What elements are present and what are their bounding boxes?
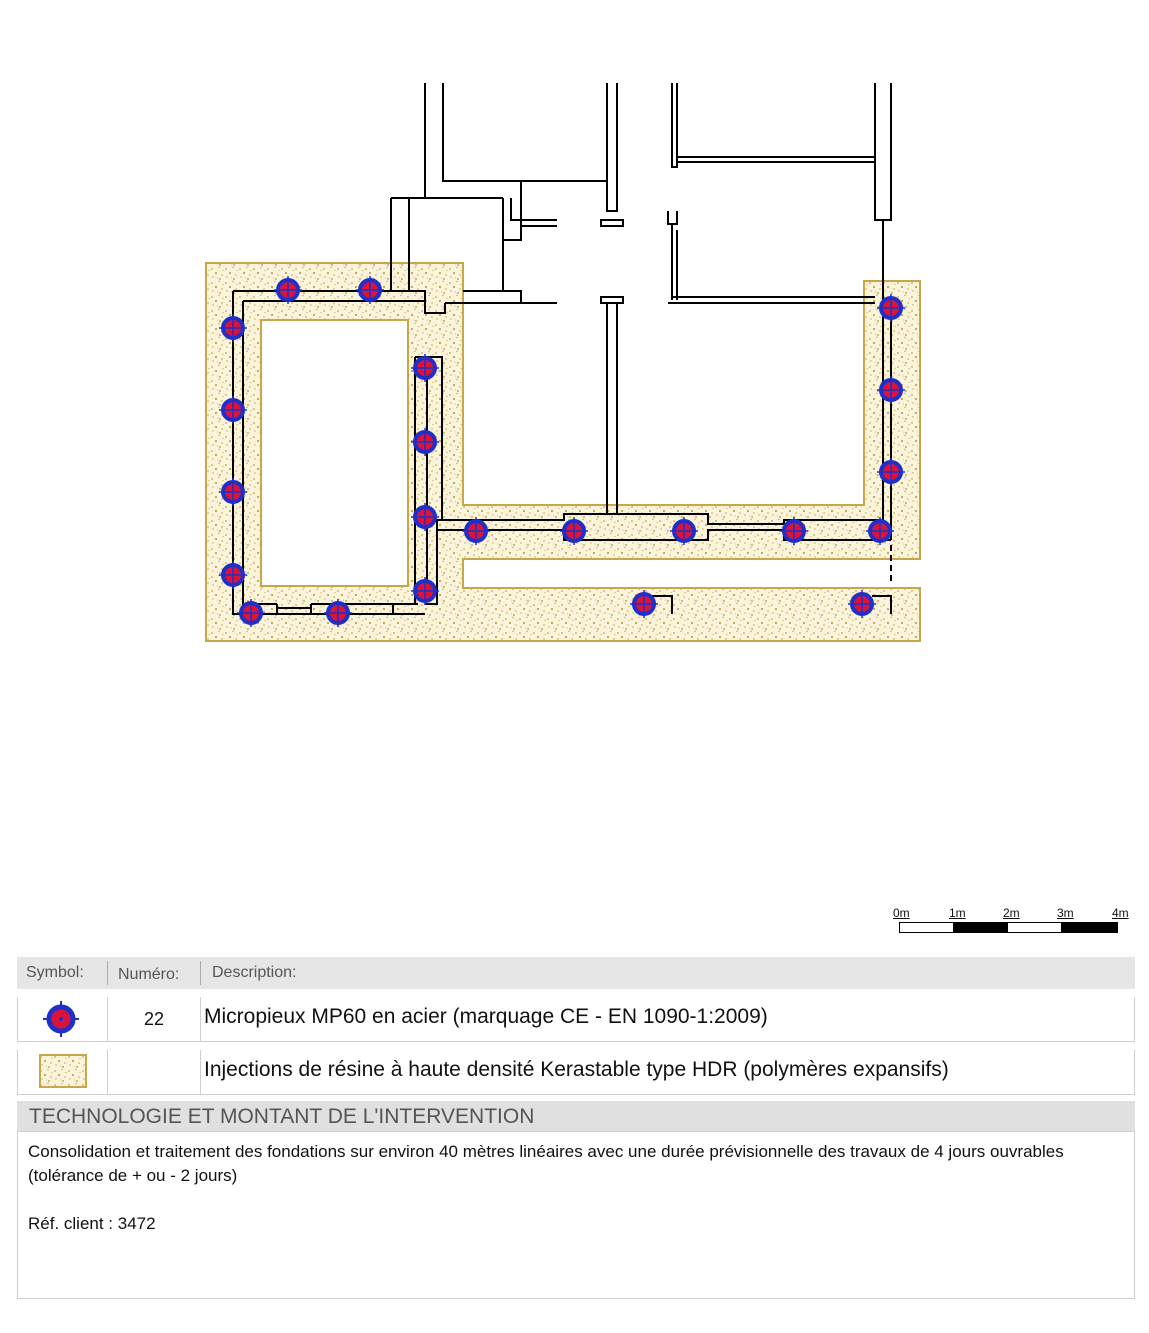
legend [17, 957, 1135, 1299]
scale-segment [1007, 922, 1062, 933]
scale-label-0: 0m [893, 906, 910, 920]
legend-row-resin [17, 1050, 1135, 1095]
technology-title: TECHNOLOGIE ET MONTANT DE L'INTERVENTION [17, 1101, 1135, 1131]
scale-segment [899, 922, 954, 933]
legend-description: Injections de résine à haute densité Kerastable type HDR (polymères expansifs) [204, 1058, 949, 1081]
legend-header-symbol: Symbol: [26, 964, 84, 981]
client-reference: Réf. client : 3472 [28, 1214, 156, 1233]
micropile-icon [39, 1001, 83, 1037]
scale-label-1: 1m [949, 906, 966, 920]
resin-injection-zone [206, 263, 920, 641]
legend-description: Micropieux MP60 en acier (marquage CE - EN 1090-1:2009) [204, 1005, 768, 1028]
scale-segment [1061, 922, 1118, 933]
scale-segment [953, 922, 1008, 933]
legend-numero: 22 [143, 1009, 165, 1029]
technology-box [17, 1131, 1135, 1299]
legend-header-numero: Numéro: [118, 966, 180, 983]
resin-injection-swatch [39, 1054, 87, 1088]
legend-header-description: Description: [212, 964, 297, 981]
scale-label-4: 4m [1112, 906, 1129, 920]
scale-label-2: 2m [1003, 906, 1020, 920]
scale-bar [890, 906, 1130, 940]
micropiles [219, 276, 905, 627]
legend-row-micropile [17, 997, 1135, 1042]
scale-label-3: 3m [1057, 906, 1074, 920]
technology-description: Consolidation et traitement des fondations sur environ 40 mètres linéaires avec une durée prévisionnelle des travaux de 4 jours ouvrables (tolérance de + ou - 2 jours) [28, 1142, 1064, 1185]
legend-header [17, 957, 1135, 989]
